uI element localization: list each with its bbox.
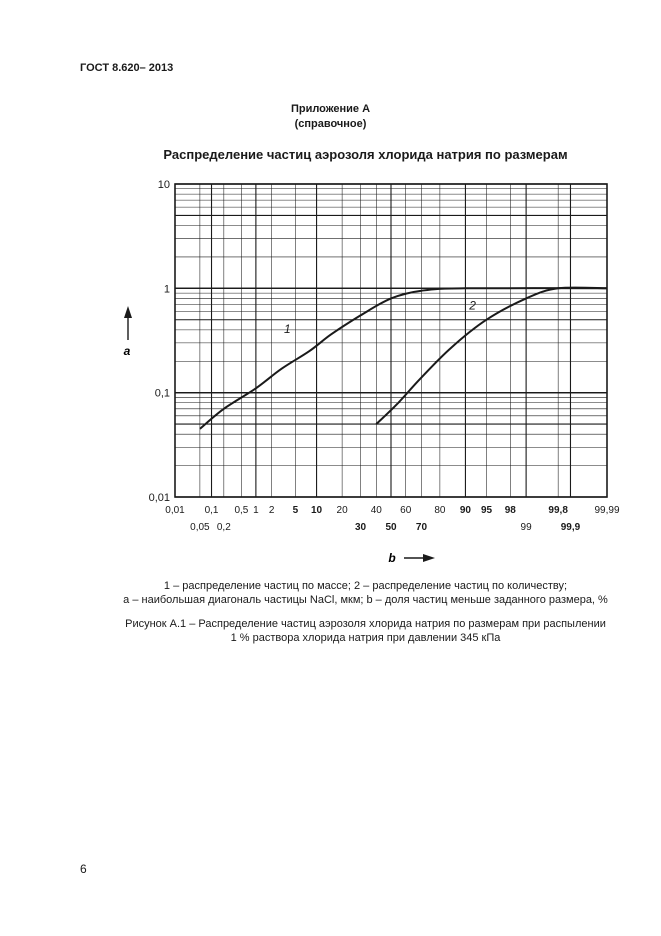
x-tick-label: 20 <box>336 505 348 516</box>
x-tick-label: 99 <box>520 522 532 533</box>
x-tick-label: 98 <box>504 505 516 516</box>
x-tick-label: 0,1 <box>204 505 219 516</box>
x-tick-label: 0,5 <box>234 505 249 516</box>
x-axis-label: b <box>388 551 396 565</box>
x-tick-label: 60 <box>400 505 412 516</box>
y-tick-label: 1 <box>163 283 170 296</box>
series-label: 2 <box>469 298 476 313</box>
y-axis-arrow <box>124 306 132 340</box>
x-tick-label: 0,01 <box>165 505 185 516</box>
figure-caption-line-2: 1 % раствора хлорида натрия при давлении 345 кПа <box>230 632 501 644</box>
page-number: 6 <box>80 862 87 876</box>
x-tick-label: 10 <box>311 505 323 516</box>
chart-grid <box>175 184 607 497</box>
series-line-1 <box>200 288 607 429</box>
x-tick-label: 99,99 <box>594 505 620 516</box>
chart-tick-labels <box>149 179 620 533</box>
x-tick-label: 5 <box>292 505 299 516</box>
series-line-2 <box>376 288 607 425</box>
x-axis-arrow <box>404 554 435 562</box>
x-tick-label: 99,8 <box>548 505 568 516</box>
chart-series <box>200 288 607 429</box>
figure-heading: Распределение частиц аэрозоля хлорида натрия по размерам <box>163 147 568 162</box>
series-label: 1 <box>284 322 291 337</box>
x-tick-label: 99,9 <box>560 522 581 533</box>
x-tick-label: 95 <box>480 505 493 516</box>
x-tick-label: 1 <box>253 505 259 516</box>
y-tick-label: 0,01 <box>148 492 170 504</box>
x-tick-label: 70 <box>415 522 428 533</box>
document-code-header: ГОСТ 8.620– 2013 <box>80 62 174 74</box>
legend-line-1: 1 – распределение частиц по массе; 2 – распределение частиц по количеству; <box>163 580 568 592</box>
x-tick-label: 2 <box>268 505 275 516</box>
x-tick-label: 0,05 <box>190 522 210 533</box>
legend-line-2: а – наибольшая диагональ частицы NaCl, мкм; b – доля частиц меньше заданного размера, % <box>123 594 608 606</box>
appendix-title: Приложение А <box>290 103 371 115</box>
x-tick-label: 0,2 <box>216 522 231 533</box>
x-tick-label: 90 <box>459 505 471 516</box>
x-tick-label: 50 <box>385 522 397 533</box>
appendix-note: (справочное) <box>294 118 367 130</box>
x-tick-label: 40 <box>370 505 382 516</box>
x-tick-label: 80 <box>434 505 446 516</box>
x-tick-label: 30 <box>354 522 367 533</box>
y-tick-label: 10 <box>157 179 170 191</box>
y-axis-label: a <box>123 344 131 358</box>
y-tick-label: 0,1 <box>154 387 170 400</box>
figure-caption-line-1: Рисунок А.1 – Распределение частиц аэрозоля хлорида натрия по размерам при распылении <box>125 618 606 630</box>
